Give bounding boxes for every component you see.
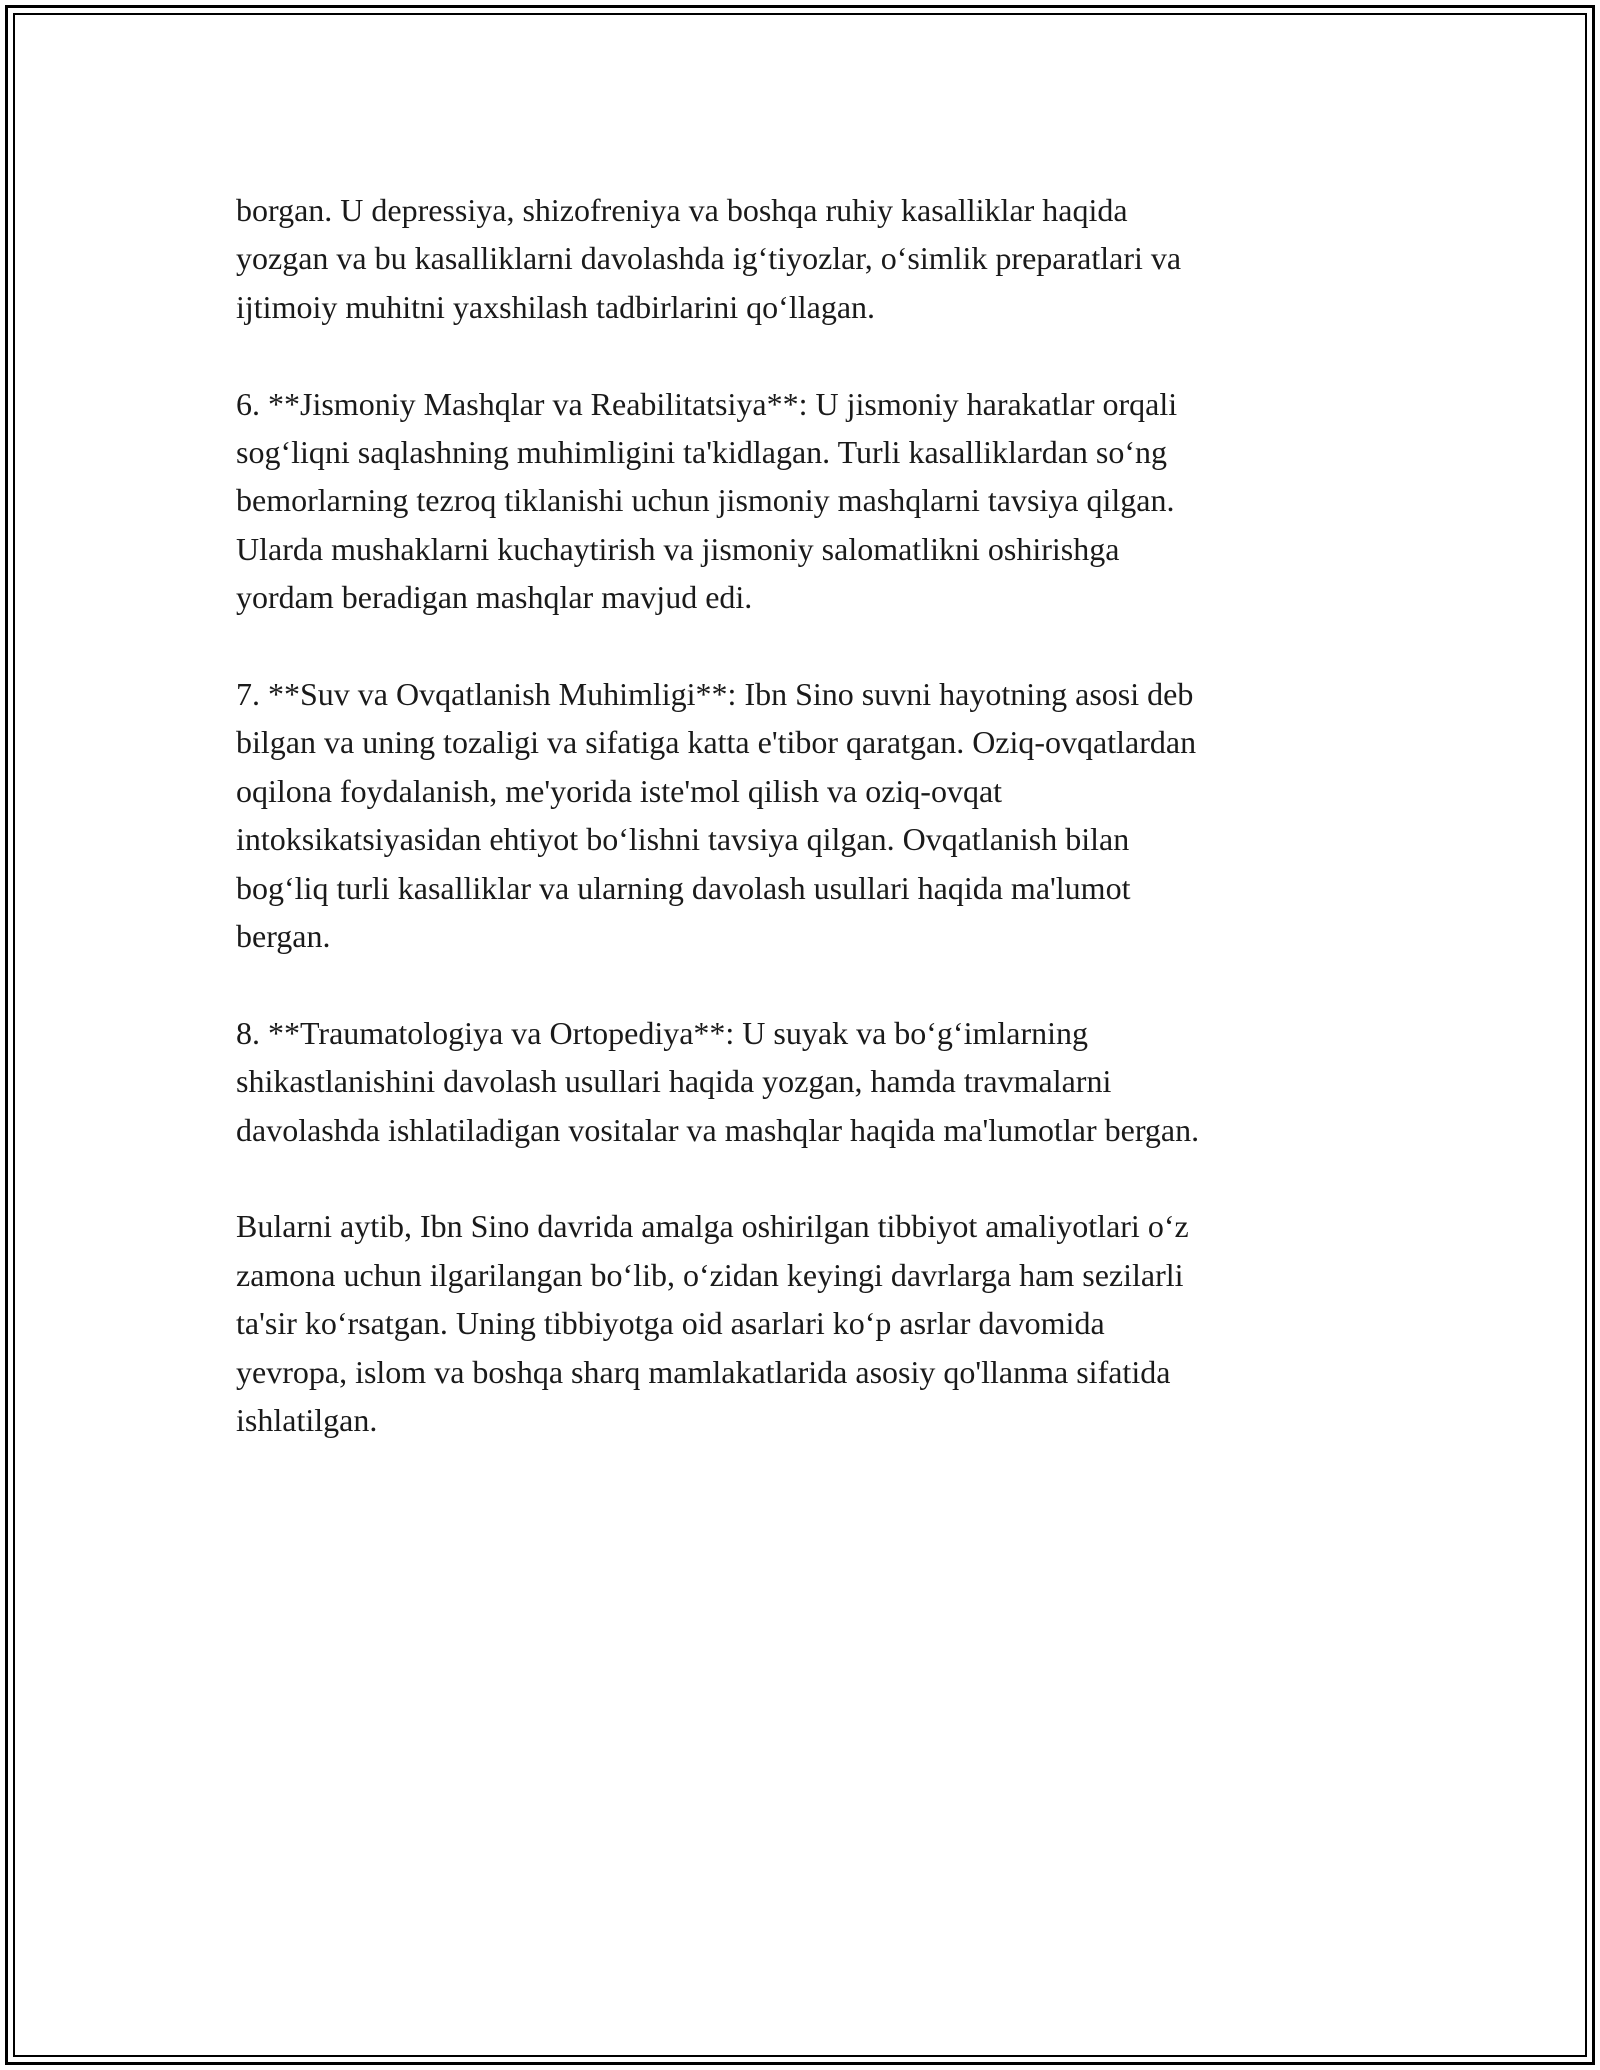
text-line: Bularni aytib, Ibn Sino davrida amalga oshirilgan tibbiyot amaliyotlari o‘z xyxy=(236,1208,1189,1245)
text-line: davolashda ishlatiladigan vositalar va mashqlar haqida ma'lumotlar bergan. xyxy=(236,1111,1200,1148)
text-line: ta'sir ko‘rsatgan. Uning tibbiyotga oid asarlari ko‘p asrlar davomida xyxy=(236,1305,1105,1342)
text-line: bemorlarning tezroq tiklanishi uchun jismoniy mashqlarni tavsiya qilgan. xyxy=(236,482,1175,519)
text-line: bergan. xyxy=(236,918,331,955)
paragraph-mental-health-continued xyxy=(236,186,1356,331)
text-line: borgan. U depressiya, shizofreniya va boshqa ruhiy kasalliklar haqida xyxy=(236,192,1128,228)
paragraph-traumatology xyxy=(236,1009,1356,1154)
text-line: yordam beradigan mashqlar mavjud edi. xyxy=(236,579,753,616)
paragraph-physical-exercise xyxy=(236,380,1356,622)
text-line: 6. **Jismoniy Mashqlar va Reabilitatsiya**: U jismoniy harakatlar orqali xyxy=(236,385,1178,422)
text-line: zamona uchun ilgarilangan bo‘lib, o‘zidan keyingi davrlarga ham sezilarli xyxy=(236,1256,1184,1293)
document-body xyxy=(236,186,1356,1493)
text-line: ijtimoiy muhitni yaxshilash tadbirlarini qo‘llagan. xyxy=(236,288,876,325)
text-line: Ularda mushaklarni kuchaytirish va jismoniy salomatlikni oshirishga xyxy=(236,530,1120,567)
text-line: 8. **Traumatologiya va Ortopediya**: U suyak va bo‘g‘imlarning xyxy=(236,1014,1088,1051)
paragraph-water-nutrition xyxy=(236,670,1356,960)
text-line: intoksikatsiyasidan ehtiyot bo‘lishni tavsiya qilgan. Ovqatlanish bilan xyxy=(236,821,1130,858)
text-line: 7. **Suv va Ovqatlanish Muhimligi**: Ibn Sino suvni hayotning asosi deb xyxy=(236,676,1194,713)
text-line: bog‘liq turli kasalliklar va ularning davolash usullari haqida ma'lumot xyxy=(236,869,1131,906)
text-line: sog‘liqni saqlashning muhimligini ta'kidlagan. Turli kasalliklardan so‘ng xyxy=(236,434,1168,471)
text-line: shikastlanishini davolash usullari haqida yozgan, hamda travmalarni xyxy=(236,1063,1112,1100)
paragraph-conclusion xyxy=(236,1202,1356,1444)
text-line: yevropa, islom va boshqa sharq mamlakatlarida asosiy qo'llanma sifatida xyxy=(236,1353,1171,1390)
text-line: oqilona foydalanish, me'yorida iste'mol qilish va oziq-ovqat xyxy=(236,772,1003,809)
text-line: bilgan va uning tozaligi va sifatiga katta e'tibor qaratgan. Oziq-ovqatlardan xyxy=(236,724,1197,761)
text-line: ishlatilgan. xyxy=(236,1402,378,1439)
text-line: yozgan va bu kasalliklarni davolashda ig‘tiyozlar, o‘simlik preparatlari va xyxy=(236,240,1182,277)
